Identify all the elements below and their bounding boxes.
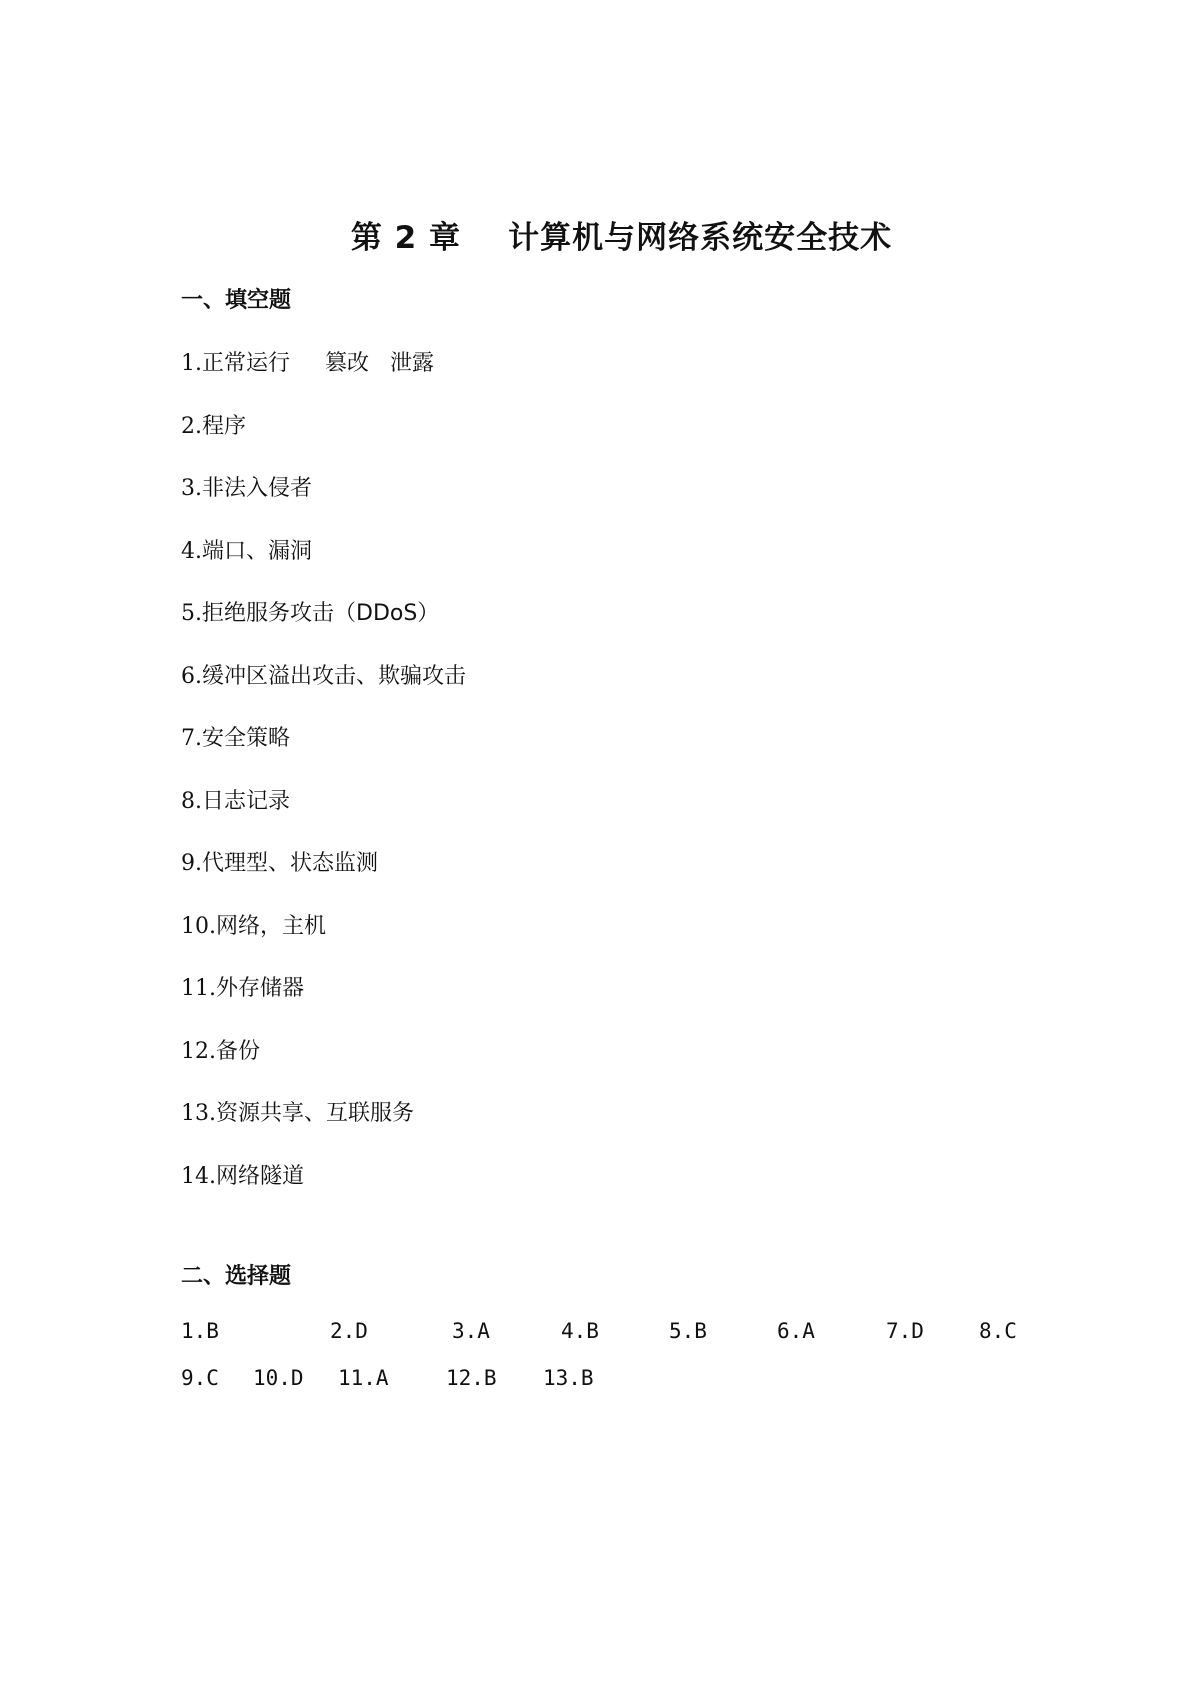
- item-answer: 非法入侵者: [202, 476, 313, 501]
- item-answer: 代理型、状态监测: [202, 851, 379, 876]
- item-number: 5.: [181, 601, 202, 626]
- choice-answer: 7.D: [886, 1319, 924, 1343]
- list-item: [181, 1038, 466, 1101]
- item-number: 10.: [181, 913, 216, 939]
- list-item: [181, 788, 466, 851]
- choice-answer: 9.C: [181, 1366, 219, 1390]
- list-item: [181, 975, 466, 1038]
- choice-answer: 5.B: [669, 1319, 707, 1343]
- item-answer: 备份: [216, 1038, 261, 1064]
- item-number: 7.: [181, 726, 202, 751]
- item-answer: 缓冲区溢出攻击、欺骗攻击: [202, 663, 467, 689]
- choice-answer: 4.B: [561, 1319, 599, 1343]
- item-answer: 端口、漏洞: [202, 538, 313, 564]
- list-item: [181, 663, 466, 726]
- list-item: [181, 413, 466, 476]
- item-answer: 拒绝服务攻击（DDoS）: [202, 601, 440, 626]
- choice-answer: 1.B: [181, 1319, 219, 1343]
- choice-answer: 12.B: [446, 1366, 497, 1390]
- list-item: [181, 725, 466, 788]
- list-item: [181, 475, 466, 538]
- item-answer: 外存储器: [216, 976, 305, 1001]
- item-answer: 正常运行 篡改 泄露: [202, 351, 434, 376]
- item-answer: 程序: [202, 413, 247, 439]
- fill-in-section-heading: 一、填空题: [181, 288, 292, 313]
- choice-answer: 3.A: [452, 1319, 490, 1343]
- item-number: 1.: [181, 351, 202, 376]
- item-answer: 资源共享、互联服务: [216, 1101, 415, 1126]
- choice-answer: 2.D: [330, 1319, 368, 1343]
- choice-answer: 8.C: [979, 1319, 1017, 1343]
- item-number: 3.: [181, 476, 202, 501]
- list-item: [181, 350, 466, 413]
- list-item: [181, 600, 466, 663]
- fill-in-answer-list: [181, 350, 466, 1225]
- choice-answer: 11.A: [338, 1366, 389, 1390]
- list-item: [181, 850, 466, 913]
- choice-answer: 6.A: [777, 1319, 815, 1343]
- item-number: 6.: [181, 663, 202, 689]
- list-item: [181, 1163, 466, 1226]
- multiple-choice-section-heading: 二、选择题: [181, 1264, 292, 1289]
- item-number: 14.: [181, 1163, 216, 1189]
- item-answer: 网络隧道: [216, 1163, 305, 1189]
- item-answer: 网络，主机: [216, 913, 327, 939]
- item-number: 9.: [181, 851, 202, 876]
- choice-answer: 10.D: [253, 1366, 304, 1390]
- item-number: 11.: [181, 976, 216, 1001]
- page-title: 第 2 章 计算机与网络系统安全技术: [350, 220, 893, 256]
- item-answer: 日志记录: [202, 788, 291, 814]
- item-number: 12.: [181, 1038, 216, 1064]
- item-number: 13.: [181, 1101, 216, 1126]
- list-item: [181, 913, 466, 976]
- choice-answer: 13.B: [543, 1366, 594, 1390]
- item-answer: 安全策略: [202, 726, 291, 751]
- item-number: 2.: [181, 413, 202, 439]
- item-number: 4.: [181, 538, 202, 564]
- item-number: 8.: [181, 788, 202, 814]
- list-item: [181, 1100, 466, 1163]
- list-item: [181, 538, 466, 601]
